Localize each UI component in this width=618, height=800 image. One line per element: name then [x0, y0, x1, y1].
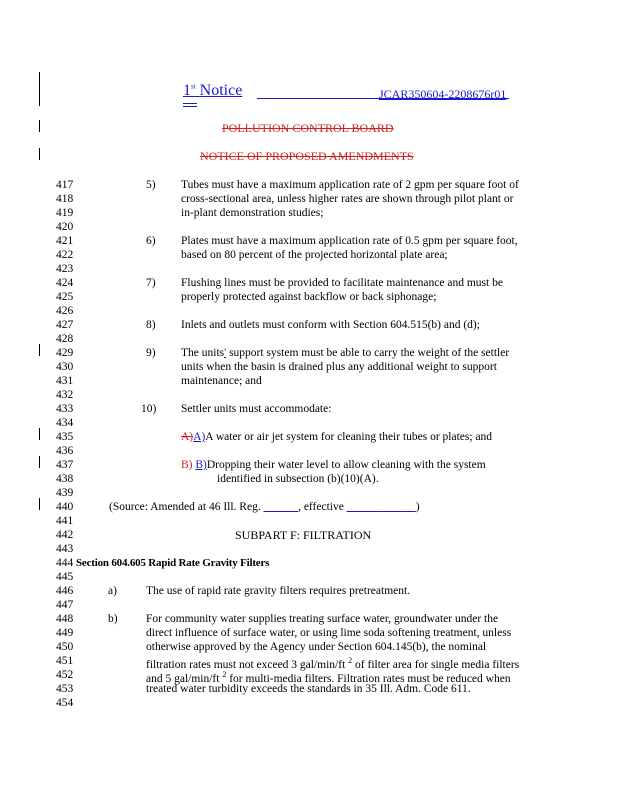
- change-bar: [39, 148, 40, 160]
- item-text: otherwise approved by the Agency under Section 604.145(b), the nominal: [146, 641, 487, 653]
- item-text: maintenance; and: [181, 375, 262, 387]
- subitem-a: A)A)A water or air jet system for cleaning their tubes or plates; and: [181, 431, 493, 443]
- item-text: based on 80 percent of the projected horizontal plate area;: [181, 249, 448, 261]
- agency-title: POLLUTION CONTROL BOARD: [222, 121, 394, 135]
- line-number: 446: [56, 585, 74, 597]
- line-number: 439: [56, 487, 74, 499]
- item-number: 5): [146, 179, 156, 191]
- line-number: 424: [56, 277, 74, 289]
- line-number: 433: [56, 403, 74, 415]
- line-number: 444: [56, 557, 74, 569]
- item-text: direct influence of surface water, or using lime soda softening treatment, unless: [146, 627, 512, 639]
- item-text: filtration rates must not exceed 3 gal/min/ft $^2$ of filter area for single media filters: [146, 656, 520, 671]
- line-number: 443: [56, 543, 74, 555]
- line-number: 436: [56, 445, 74, 457]
- item-text: and 5 gal/min/ft $^2$ for multi-media filters. Filtration rates must be reduced when: [146, 670, 511, 685]
- item-number: 7): [146, 277, 156, 289]
- item-number: 9): [146, 347, 156, 359]
- item-text: units when the basin is drained plus any additional weight to support: [181, 361, 497, 373]
- item-text: Plates must have a maximum application rate of 0.5 gpm per square foot,: [181, 235, 518, 247]
- item-text: identified in subsection (b)(10)(A).: [217, 473, 379, 485]
- line-number: 422: [56, 249, 74, 261]
- line-number: 418: [56, 193, 74, 205]
- line-number: 419: [56, 207, 74, 219]
- item-text: in-plant demonstration studies;: [181, 207, 324, 219]
- line-number: 429: [56, 347, 74, 359]
- notice-title: NOTICE OF PROPOSED AMENDMENTS: [200, 149, 414, 163]
- item-text: Inlets and outlets must conform with Section 604.515(b) and (d);: [181, 319, 480, 331]
- line-number: 438: [56, 473, 74, 485]
- item-number: 10): [141, 403, 157, 415]
- change-bar: [39, 456, 40, 468]
- line-number: 421: [56, 235, 74, 247]
- line-number: 426: [56, 305, 74, 317]
- line-number: 435: [56, 431, 74, 443]
- item-text: Flushing lines must be provided to facilitate maintenance and must be: [181, 277, 503, 289]
- line-number: 431: [56, 375, 74, 387]
- subitem-b: B) B)Dropping their water level to allow cleaning with the system: [181, 459, 486, 471]
- item-text: The use of rapid rate gravity filters requires pretreatment.: [146, 585, 411, 597]
- item-text: Tubes must have a maximum application rate of 2 gpm per square foot of: [181, 179, 519, 191]
- line-number: 445: [56, 571, 74, 583]
- line-number: 420: [56, 221, 74, 233]
- item-text: cross-sectional area, unless higher rates are shown through pilot plant or: [181, 193, 514, 205]
- line-number: 425: [56, 291, 74, 303]
- line-number: 440: [56, 501, 74, 513]
- document-id: JCAR350604-2208676r01: [379, 87, 507, 101]
- item-number: b): [108, 613, 118, 625]
- line-number: 448: [56, 613, 74, 625]
- line-number: 423: [56, 263, 74, 275]
- line-number: 434: [56, 417, 74, 429]
- item-text: Settler units must accommodate:: [181, 403, 332, 415]
- inserted-label: B): [195, 459, 207, 471]
- inserted-label: A): [193, 431, 206, 443]
- line-number: 449: [56, 627, 74, 639]
- notice-label: 1st Notice: [183, 82, 243, 99]
- line-number: 430: [56, 361, 74, 373]
- line-number: 428: [56, 333, 74, 345]
- inserted-text: ': [224, 347, 227, 359]
- section-heading: Section 604.605 Rapid Rate Gravity Filters: [76, 557, 270, 569]
- header-rule: [183, 106, 197, 107]
- change-bar: [39, 120, 40, 132]
- source-note: (Source: Amended at 46 Ill. Reg. ______, effective ____________): [109, 501, 420, 513]
- change-bar: [39, 72, 40, 106]
- deleted-label: B): [181, 459, 193, 471]
- line-number: 450: [56, 641, 74, 653]
- line-number: 442: [56, 529, 74, 541]
- line-number: 427: [56, 319, 74, 331]
- line-number: 437: [56, 459, 74, 471]
- item-text: For community water supplies treating surface water, groundwater under the: [146, 613, 499, 625]
- line-number: 441: [56, 515, 74, 527]
- item-text: treated water turbidity exceeds the standards in 35 Ill. Adm. Code 611.: [146, 683, 471, 695]
- line-number: 432: [56, 389, 74, 401]
- change-bar: [39, 428, 40, 440]
- change-bar: [39, 498, 40, 510]
- item-number: a): [108, 585, 117, 597]
- line-number: 447: [56, 599, 74, 611]
- item-text: The units' support system must be able to carry the weight of the settler: [181, 347, 510, 359]
- item-number: 8): [146, 319, 156, 331]
- line-number: 452: [56, 669, 74, 681]
- deleted-label: A): [181, 431, 194, 443]
- line-number: 451: [56, 655, 74, 667]
- subpart-heading: SUBPART F: FILTRATION: [235, 528, 372, 542]
- header-rule: [183, 103, 197, 104]
- line-number: 417: [56, 179, 74, 191]
- item-text: properly protected against backflow or back siphonage;: [181, 291, 437, 303]
- change-bar: [39, 344, 40, 356]
- item-number: 6): [146, 235, 156, 247]
- line-number: 453: [56, 683, 74, 695]
- line-number: 454: [56, 697, 74, 709]
